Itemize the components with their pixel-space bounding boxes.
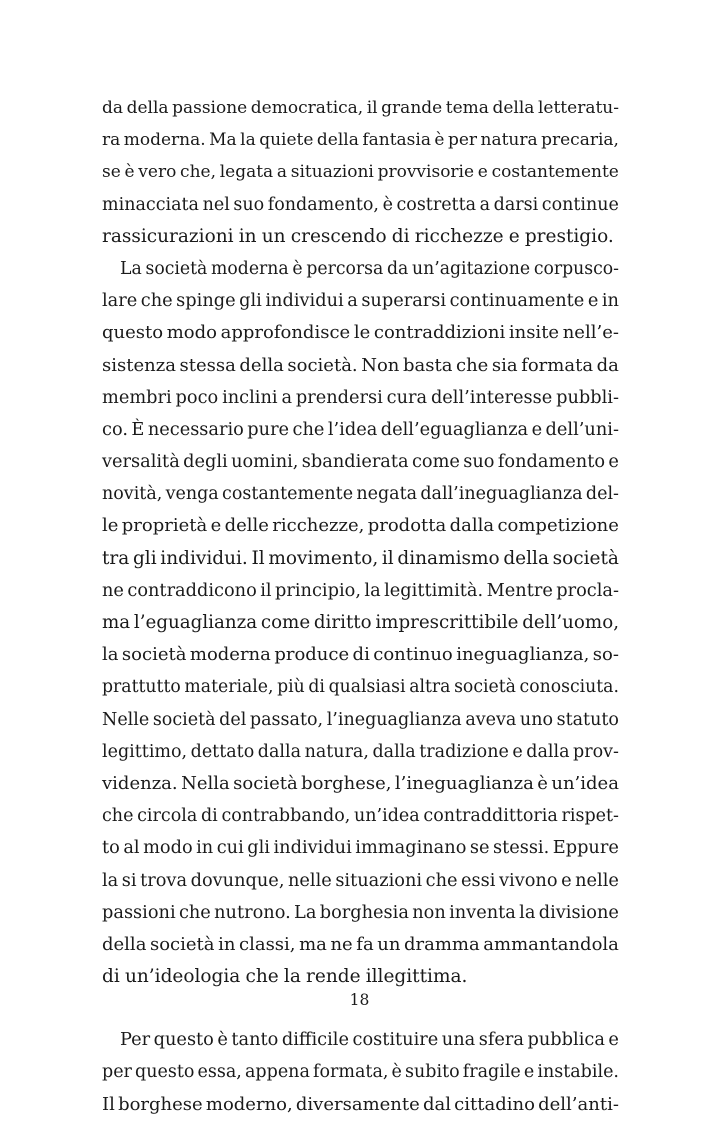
text-line: di un’ideologia che la rende illegittima. <box>102 966 468 988</box>
text-line: ne contraddicono il principio, la legittimità. Mentre procla- <box>102 580 619 601</box>
text-line: la si trova dovunque, nelle situazioni che essi vivono e nelle <box>102 870 619 891</box>
text-line: versalità degli uomini, sbandierata come suo fondamento e <box>102 452 619 473</box>
text-line: to al modo in cui gli individui immaginano se stessi. Eppure <box>102 838 619 859</box>
text-line: passioni che nutrono. La borghesia non inventa la divisione <box>102 902 619 923</box>
text-line: da della passione democratica, il grande tema della letteratu- <box>102 98 619 118</box>
text-line: prattutto materiale, più di qualsiasi altra società conosciuta. <box>102 677 619 698</box>
text-line: co. È necessario pure che l’idea dell’eguaglianza e dell’uni- <box>102 419 619 440</box>
text-line: che circola di contrabbando, un’idea contraddittoria rispet- <box>102 806 619 827</box>
page-number: 18 <box>349 991 370 1009</box>
text-line: novità, venga costantemente negata dall’ineguaglianza del- <box>102 484 619 505</box>
text-line: legittimo, dettato dalla natura, dalla tradizione e dalla prov- <box>102 741 619 762</box>
text-line: tra gli individui. Il movimento, il dinamismo della società <box>102 547 619 569</box>
text-line: se è vero che, legata a situazioni provvisorie e costantemente <box>102 162 619 183</box>
paragraph <box>102 92 619 253</box>
text-line: rassicurazioni in un crescendo di ricchezze e prestigio. <box>102 225 614 247</box>
text-line: sistenza stessa della società. Non basta che sia formata da <box>102 354 619 376</box>
text-line: Nelle società del passato, l’ineguaglianza aveva uno statuto <box>102 709 619 730</box>
paragraph <box>102 253 619 993</box>
text-line: Il borghese moderno, diversamente dal cittadino dell’anti- <box>102 1093 619 1115</box>
text-line: videnza. Nella società borghese, l’ineguaglianza è un’idea <box>102 772 619 794</box>
text-line: la società moderna produce di continuo ineguaglianza, so- <box>102 644 619 666</box>
text-line: per questo essa, appena formata, è subito fragile e instabile. <box>102 1062 619 1083</box>
body-text <box>102 92 619 1121</box>
text-line: lare che spinge gli individui a superarsi continuamente e in <box>102 291 619 312</box>
text-line: le proprietà e delle ricchezze, prodotta dalla competizione <box>102 515 619 537</box>
text-line: della società in classi, ma ne fa un dramma ammantandola <box>102 933 619 955</box>
paragraph <box>102 1024 619 1121</box>
text-line: questo modo approfondisce le contraddizioni insite nell’e- <box>102 322 619 344</box>
text-line: La società moderna è percorsa da un’agitazione corpusco- <box>120 258 619 279</box>
text-line: ma l’eguaglianza come diritto imprescrittibile dell’uomo, <box>102 612 619 633</box>
text-line: membri poco inclini a prendersi cura dell’interesse pubbli- <box>102 387 619 408</box>
text-line: ra moderna. Ma la quiete della fantasia è per natura precaria, <box>102 130 619 151</box>
text-line: Per questo è tanto difficile costituire una sfera pubblica e <box>120 1030 619 1051</box>
text-line: minacciata nel suo fondamento, è costretta a darsi continue <box>102 194 619 215</box>
